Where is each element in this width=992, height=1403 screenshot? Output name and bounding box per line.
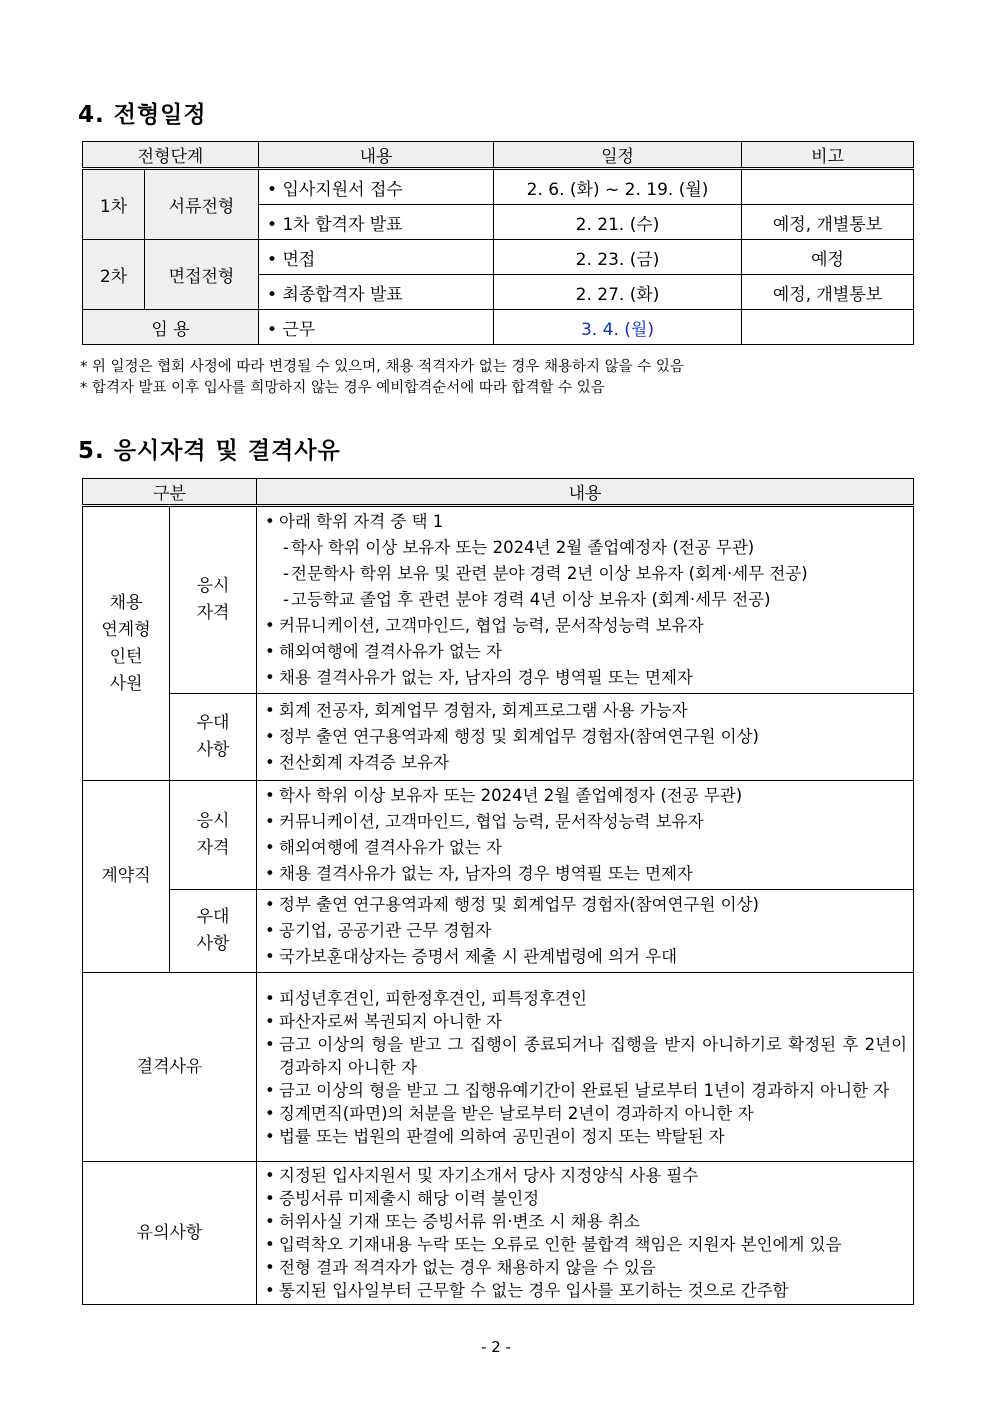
table-row [83, 973, 914, 1162]
list-item: • 전형 결과 적격자가 없는 경우 채용하지 않을 수 있음 [263, 1256, 907, 1279]
schedule-content: • 근무 [259, 310, 494, 345]
intern-qual-content [257, 506, 914, 694]
list-item: • 채용 결격사유가 없는 자, 남자의 경우 병역필 또는 면제자 [263, 665, 907, 691]
stage-1: 1차 [83, 169, 145, 240]
header-category: 구분 [83, 479, 257, 506]
list-item: • 정부 출연 연구용역과제 행정 및 회계업무 경험자(참여연구원 이상) [263, 892, 907, 918]
schedule-date: 2. 6. (화) ~ 2. 19. (월) [494, 169, 742, 205]
table-row [83, 1162, 914, 1305]
table-row [83, 694, 914, 781]
list-item: • 회계 전공자, 회계업무 경험자, 회계프로그램 사용 가능자 [263, 698, 907, 724]
schedule-content: • 1차 합격자 발표 [259, 205, 494, 240]
header-note: 비고 [742, 142, 914, 169]
list-item: • 입력착오 기재내용 누락 또는 오류로 인한 불합격 책임은 지원자 본인에게 있음 [263, 1233, 907, 1256]
list-item: - 학사 학위 이상 보유자 또는 2024년 2월 졸업예정자 (전공 무관) [263, 535, 907, 561]
schedule-note: 예정, 개별통보 [742, 205, 914, 240]
stage-appointment: 임 용 [83, 310, 259, 345]
stage-2: 2차 [83, 240, 145, 310]
list-item: • 전산회계 자격증 보유자 [263, 750, 907, 776]
contract-qual-label: 응시 자격 [170, 781, 257, 890]
list-item: - 고등학교 졸업 후 관련 분야 경력 4년 이상 보유자 (회계·세무 전공) [263, 587, 907, 613]
caution-label: 유의사항 [83, 1162, 257, 1305]
list-item: • 해외여행에 결격사유가 없는 자 [263, 639, 907, 665]
list-item: • 징계면직(파면)의 처분을 받은 날로부터 2년이 경과하지 아니한 자 [263, 1102, 907, 1125]
intern-pref-label: 우대 사항 [170, 694, 257, 781]
list-item: • 증빙서류 미제출시 해당 이력 불인정 [263, 1187, 907, 1210]
note-line: * 위 일정은 협회 사정에 따라 변경될 수 있으며, 채용 적격자가 없는 경우 채용하지 않을 수 있음 [80, 359, 684, 375]
header-stage: 전형단계 [83, 142, 259, 169]
list-item: - 전문학사 학위 보유 및 관련 분야 경력 2년 이상 보유자 (회계·세무 전공) [263, 561, 907, 587]
contract-pref-content [257, 890, 914, 973]
list-item: • 학사 학위 이상 보유자 또는 2024년 2월 졸업예정자 (전공 무관) [263, 783, 907, 809]
schedule-note: 예정 [742, 240, 914, 275]
intern-label: 채용 연계형 인턴 사원 [83, 506, 170, 781]
qualification-header-row [83, 479, 914, 506]
caution-content [257, 1162, 914, 1305]
schedule-header-row [83, 142, 914, 169]
schedule-content: • 면접 [259, 240, 494, 275]
schedule-note [742, 169, 914, 205]
page-number: - 2 - [481, 1338, 511, 1356]
table-row [83, 506, 914, 694]
list-item: • 허위사실 기재 또는 증빙서류 위·변조 시 채용 취소 [263, 1210, 907, 1233]
list-item: • 공기업, 공공기관 근무 경험자 [263, 918, 907, 944]
list-item: • 금고 이상의 형을 받고 그 집행이 종료되거나 집행을 받지 아니하기로 확정된 후 2년이 경과하지 아니한 자 [263, 1033, 907, 1079]
list-item: • 정부 출연 연구용역과제 행정 및 회계업무 경험자(참여연구원 이상) [263, 724, 907, 750]
disqual-label: 결격사유 [83, 973, 257, 1162]
list-item: • 피성년후견인, 피한정후견인, 피특정후견인 [263, 987, 907, 1010]
qualification-table [82, 478, 914, 1305]
table-row [83, 240, 914, 275]
schedule-date: 3. 4. (월) [494, 310, 742, 345]
intern-pref-content [257, 694, 914, 781]
list-item: • 채용 결격사유가 없는 자, 남자의 경우 병역필 또는 면제자 [263, 861, 907, 887]
disqual-content [257, 973, 914, 1162]
list-item: • 법률 또는 법원의 판결에 의하여 공민권이 정지 또는 박탈된 자 [263, 1125, 907, 1148]
list-item: • 지정된 입사지원서 및 자기소개서 당사 지정양식 사용 필수 [263, 1164, 907, 1187]
table-row [83, 169, 914, 205]
schedule-note [742, 310, 914, 345]
header-content: 내용 [259, 142, 494, 169]
table-row [83, 310, 914, 345]
section-5-title: 5. 응시자격 및 결격사유 [78, 438, 341, 464]
stage-2-sub: 면접전형 [145, 240, 259, 310]
list-item: • 해외여행에 결격사유가 없는 자 [263, 835, 907, 861]
schedule-table [82, 141, 914, 345]
table-row [83, 781, 914, 890]
table-row [83, 890, 914, 973]
schedule-content: • 최종합격자 발표 [259, 275, 494, 310]
schedule-notes [80, 357, 684, 399]
list-item: • 국가보훈대상자는 증명서 제출 시 관계법령에 의거 우대 [263, 944, 907, 970]
schedule-date: 2. 27. (화) [494, 275, 742, 310]
section-4-title: 4. 전형일정 [78, 102, 207, 128]
schedule-note: 예정, 개별통보 [742, 275, 914, 310]
schedule-date: 2. 23. (금) [494, 240, 742, 275]
contract-label: 계약직 [83, 781, 170, 973]
stage-1-sub: 서류전형 [145, 169, 259, 240]
header-date: 일정 [494, 142, 742, 169]
contract-pref-label: 우대 사항 [170, 890, 257, 973]
list-item: • 금고 이상의 형을 받고 그 집행유예기간이 완료된 날로부터 1년이 경과하지 아니한 자 [263, 1079, 907, 1102]
header-content: 내용 [257, 479, 914, 506]
list-item: • 파산자로써 복권되지 아니한 자 [263, 1010, 907, 1033]
list-item: • 커뮤니케이션, 고객마인드, 협업 능력, 문서작성능력 보유자 [263, 613, 907, 639]
contract-qual-content [257, 781, 914, 890]
note-line: * 합격자 발표 이후 입사를 희망하지 않는 경우 예비합격순서에 따라 합격할 수 있음 [80, 380, 605, 396]
list-item: • 통지된 입사일부터 근무할 수 없는 경우 입사를 포기하는 것으로 간주함 [263, 1279, 907, 1302]
intern-qual-label: 응시 자격 [170, 506, 257, 694]
list-item: • 커뮤니케이션, 고객마인드, 협업 능력, 문서작성능력 보유자 [263, 809, 907, 835]
list-item: • 아래 학위 자격 중 택 1 [263, 509, 907, 535]
schedule-date: 2. 21. (수) [494, 205, 742, 240]
schedule-content: • 입사지원서 접수 [259, 169, 494, 205]
